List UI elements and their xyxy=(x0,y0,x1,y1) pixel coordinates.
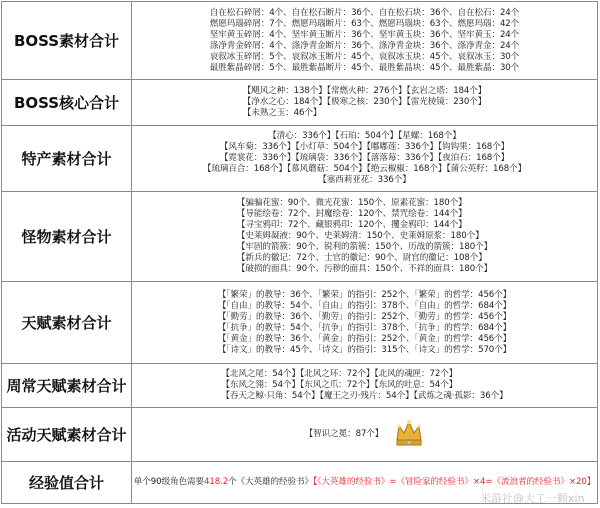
talent-line: 【「繁荣」的教导：36个、「繁荣」的指引：252个、「繁荣」的哲学：456个】 xyxy=(217,289,512,300)
boss-material-line: 最胜紫晶碎屑：5个、最胜紫晶断片：45个、最胜紫晶块：45个、最胜紫晶：30个 xyxy=(209,62,520,73)
exp-prefix: 单个90级角色需要 xyxy=(133,477,204,487)
boss-core-line: 【净水之心：184个】【极寒之核：230个】【雷光棱镜：230个】 xyxy=(242,97,487,107)
row-label-specialty: 特产素材合计 xyxy=(2,126,132,192)
row-boss-materials xyxy=(2,2,598,80)
row-specialty xyxy=(2,126,598,192)
specialty-line: 【清心：336个】【石珀：504个】【星螺：168个】 xyxy=(268,131,461,141)
specialty-line: 【霓裳花：336个】【琉璃袋：336个】【落落莓：336个】【夜泊石：168个】 xyxy=(219,153,510,163)
boss-cores-list xyxy=(243,86,487,119)
row-label-boss-cores: BOSS核心合计 xyxy=(2,80,132,126)
row-label-exp: 经验值合计 xyxy=(2,462,132,504)
specialty-line: 【琉璃百合：168个】【慕风蘑菇：504个】【绝云椒椒：168个】【蒲公英籽：168个】 xyxy=(202,164,527,174)
talent-line: 【「自由」的教导：54个、「自由」的指引：378个、「自由」的哲学：684个】 xyxy=(217,300,512,311)
monster-line: 【史莱姆凝液：90个、史莱姆清：150个、史莱姆原浆：180个】 xyxy=(236,231,484,241)
boss-material-line: 自在松石碎屑：4个、自在松石断片：36个、自在松石块：36个、自在松石：24个 xyxy=(209,7,520,18)
boss-materials-list xyxy=(210,8,519,74)
watermark: 米游社@大工一颗xin xyxy=(480,492,585,505)
exp-count: 418.2 xyxy=(203,477,229,487)
talent-line: 【「黄金」的教导：36个、「黄金」的指引：252个、「黄金」的哲学：456个】 xyxy=(217,333,512,344)
weekly-list xyxy=(221,369,507,402)
exp-line xyxy=(132,477,597,488)
boss-material-line: 坚牢黄玉碎屑：4个、坚牢黄玉断片：36个、坚牢黄玉块：36个、坚牢黄玉：24个 xyxy=(209,29,520,40)
row-label-monster: 怪物素材合计 xyxy=(2,192,132,282)
row-talent xyxy=(2,282,598,364)
specialty-line: 【风车菊：336个】【小灯草：504个】【嘟嘟莲：336个】【钩钩果：168个】 xyxy=(219,142,510,152)
weekly-line: 【吞天之鲸·只角：54个】【魔王之刃·残片：54个】【武炼之魂·孤影：36个】 xyxy=(221,391,508,401)
talent-line: 【「诗文」的教导：45个、「诗文」的指引：315个、「诗文」的哲学：570个】 xyxy=(217,344,512,355)
specialty-line: 【塞西莉亚花：336个】 xyxy=(318,175,411,185)
boss-material-line: 燃愿玛瑙碎屑：7个、燃愿玛瑙断片：63个、燃愿玛瑙块：63个、燃愿玛瑙：42个 xyxy=(209,18,520,29)
talent-list xyxy=(218,290,511,356)
talent-line: 【「抗争」的教导：54个、「抗争」的指引：378个、「抗争」的哲学：684个】 xyxy=(217,322,512,333)
exp-middle: 个《大英雄的经验书》 xyxy=(228,477,314,487)
monster-list xyxy=(237,198,492,275)
monster-line: 【导能绘卷：72个、封魔绘卷：120个、禁咒绘卷：144个】 xyxy=(236,209,467,219)
event-material-text: 【智识之冕：87个】 xyxy=(304,429,384,439)
monster-line: 【新兵的徽记：72个、士官的徽记：90个、尉官的徽记：108个】 xyxy=(236,253,487,263)
row-weekly xyxy=(2,364,598,408)
exp-formula: 【《大英雄的经验书》=《冒险家的经验书》×4=《流浪者的经验书》×20】 xyxy=(313,477,596,487)
crown-of-insight-icon xyxy=(394,418,424,452)
monster-line: 【寻宝鸦印：72个、藏银鸦印：120个、攫金鸦印：144个】 xyxy=(236,220,467,230)
boss-material-line: 涤净青金碎屑：4个、涤净青金断片：36个、涤净青金块：36个、涤净青金：24个 xyxy=(209,40,520,51)
row-label-weekly: 周常天赋素材合计 xyxy=(2,364,132,408)
boss-core-line: 【飓风之种：138个】【常燃火种：276个】【玄岩之塔：184个】 xyxy=(242,86,487,96)
weekly-line: 【北风之尾：54个】【北风之环：72个】【北风的魂匣：72个】 xyxy=(221,369,458,379)
row-boss-cores xyxy=(2,80,598,126)
row-label-event: 活动天赋素材合计 xyxy=(2,408,132,462)
talent-line: 【「勤劳」的教导：36个、「勤劳」的指引：252个、「勤劳」的哲学：456个】 xyxy=(217,311,512,322)
row-label-boss-materials: BOSS素材合计 xyxy=(2,2,132,80)
monster-line: 【骗骗花蜜：90个、微光花蜜：150个、原素花蜜：180个】 xyxy=(236,198,467,208)
boss-core-line: 【未熟之玉：46个】 xyxy=(242,108,322,118)
monster-line: 【破损的面具：90个、污秽的面具：150个、不祥的面具：180个】 xyxy=(236,264,493,274)
materials-summary-table xyxy=(1,1,598,504)
row-monster xyxy=(2,192,598,282)
row-event xyxy=(2,408,598,462)
boss-material-line: 哀叙冰玉碎屑：5个、哀叙冰玉断片：45个、哀叙冰玉块：45个、哀叙冰玉：30个 xyxy=(209,51,520,62)
row-label-talent: 天赋素材合计 xyxy=(2,282,132,364)
monster-line: 【牢固的箭簇：90个、锐利的箭簇：150个、历战的箭簇：180个】 xyxy=(236,242,493,252)
weekly-line: 【东风之翎：54个】【东风之爪：72个】【东风的吐息：54个】 xyxy=(221,380,458,390)
